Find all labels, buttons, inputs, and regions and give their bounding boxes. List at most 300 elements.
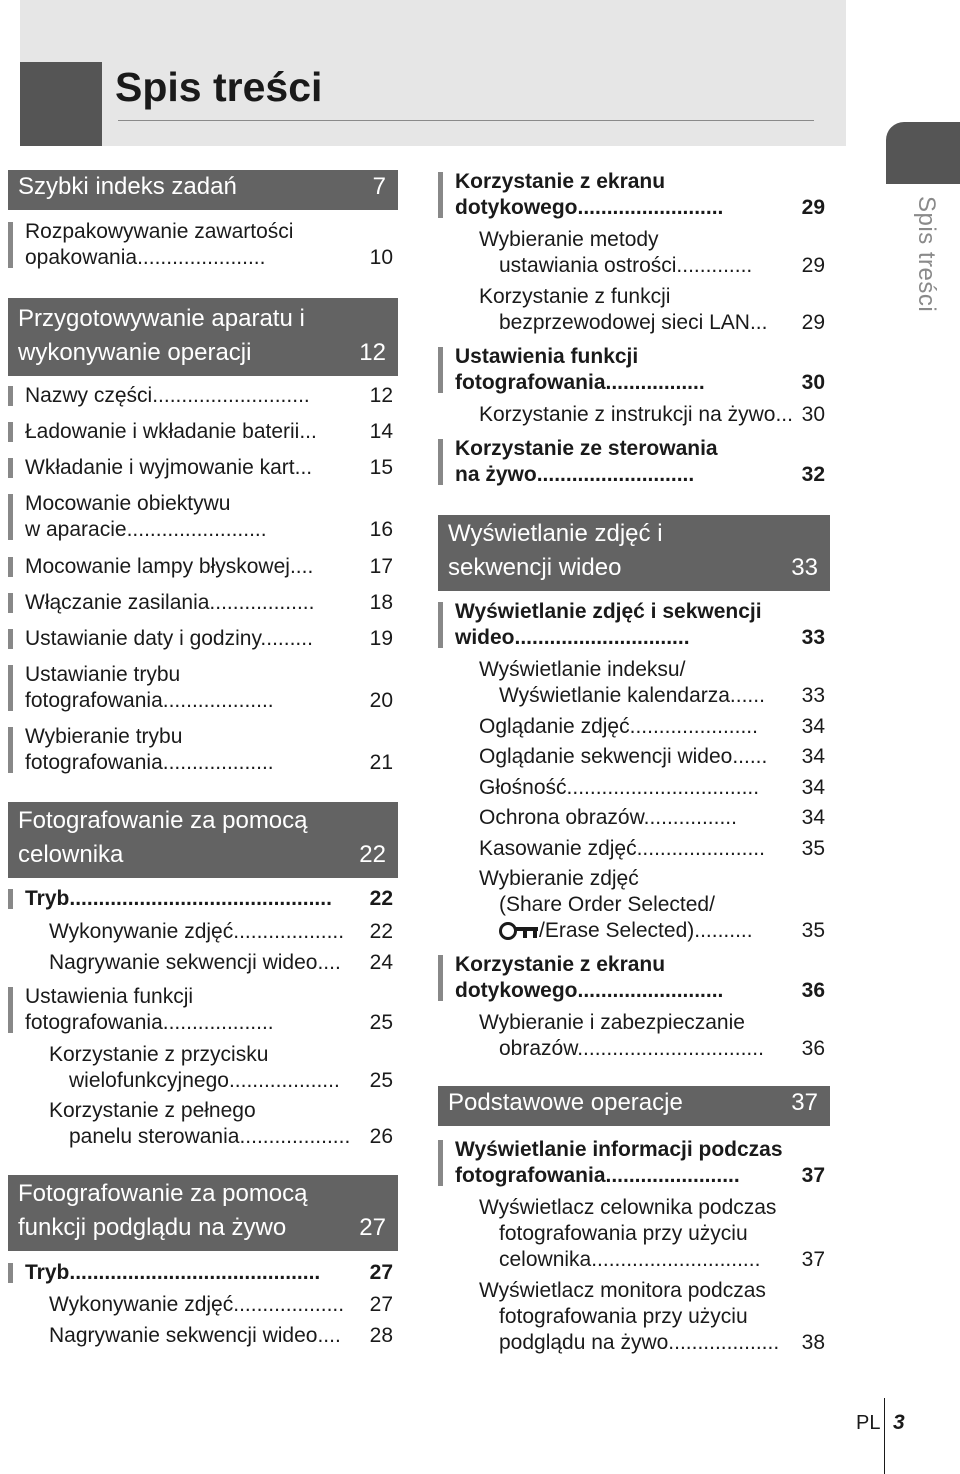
entry-text (25, 626, 398, 652)
entry-line (49, 1068, 398, 1094)
entry-leader-dots: ................... (228, 1069, 340, 1092)
section-header[interactable] (8, 298, 398, 376)
entry-page-number: 35 (801, 837, 825, 860)
entry-text (479, 657, 830, 709)
toc-entry[interactable] (438, 1195, 830, 1273)
entry-line-text: fotografowania przy użyciu (499, 1222, 748, 1245)
entry-line-text: Ustawianie daty i godziny (25, 627, 261, 650)
entry-text (49, 1098, 398, 1150)
entry-line (49, 1292, 398, 1318)
entry-leader-dots: ................ (643, 806, 737, 829)
entry-page-number: 36 (801, 979, 825, 1002)
toc-entry[interactable] (8, 919, 398, 945)
entry-marker-bar (8, 727, 13, 773)
entry-page-number: 30 (801, 371, 825, 394)
entry-text (455, 436, 830, 488)
entry-line-text: opakowania (25, 246, 138, 269)
entry-leader-dots: ...................... (629, 715, 758, 738)
entry-line-text: Wykonywanie zdjęć (49, 1293, 234, 1316)
entry-line (49, 1098, 398, 1124)
entry-leader-dots: .......... (694, 919, 753, 942)
side-tab (886, 122, 960, 184)
section-page-number: 27 (359, 1214, 386, 1241)
entry-line-text: Rozpakowywanie zawartości (25, 220, 294, 243)
toc-entry[interactable] (438, 284, 830, 336)
entry-line-text: obrazów (499, 1037, 578, 1060)
entry-text (479, 805, 830, 831)
entry-page-number: 10 (369, 246, 393, 269)
entry-line-text: Wybieranie metody (479, 228, 659, 251)
entry-page-number: 36 (801, 1037, 825, 1060)
entry-line-text: Tryb (25, 1261, 70, 1284)
entry-text (479, 744, 830, 770)
entry-line (49, 950, 398, 976)
entry-leader-dots: .... (289, 555, 314, 578)
entry-marker-bar (8, 494, 13, 540)
entry-page-number: 12 (369, 384, 393, 407)
entry-line (455, 599, 830, 625)
entry-page-number: 25 (369, 1011, 393, 1034)
entry-line-text: fotografowania (25, 689, 163, 712)
entry-text (479, 836, 830, 862)
entry-line (49, 1042, 398, 1068)
entry-line-text: Ustawienia funkcji (455, 345, 639, 368)
entry-leader-dots: ...................... (636, 837, 765, 860)
entry-line (25, 1260, 398, 1286)
entry-line-text: Wybieranie zdjęć (479, 867, 639, 890)
entry-leader-dots: ........................... (536, 463, 695, 486)
entry-line (479, 227, 830, 253)
section-header[interactable] (438, 515, 830, 591)
entry-page-number: 28 (369, 1324, 393, 1347)
entry-marker-bar (438, 602, 443, 648)
entry-text (49, 1292, 398, 1318)
section-header[interactable] (8, 802, 398, 878)
entry-line-text: Nazwy części (25, 384, 153, 407)
entry-line (455, 370, 830, 396)
toc-entry[interactable] (438, 866, 830, 944)
entry-marker-bar (8, 222, 13, 268)
page-title: Spis treści (115, 64, 323, 110)
entry-page-number: 34 (801, 715, 825, 738)
entry-page-number: 38 (801, 1331, 825, 1354)
entry-page-number: 22 (369, 887, 393, 910)
entry-page-number: 22 (369, 920, 393, 943)
entry-line (25, 724, 398, 750)
toc-entry[interactable] (8, 1098, 398, 1150)
entry-line-text: dotykowego (455, 979, 578, 1002)
entry-line-text: Kasowanie zdjęć (479, 837, 637, 860)
entry-leader-dots: ......................... (577, 196, 724, 219)
entry-leader-dots: ................................ (577, 1037, 764, 1060)
entry-page-number: 21 (369, 751, 393, 774)
toc-entry[interactable] (438, 227, 830, 279)
entry-text (455, 952, 830, 1004)
entry-line (25, 984, 398, 1010)
entry-line-text: Ustawienia funkcji (25, 985, 194, 1008)
entry-line (479, 683, 830, 709)
entry-leader-dots: ............. (676, 254, 753, 277)
entry-text (479, 1278, 830, 1356)
entry-line (479, 805, 830, 831)
entry-line (25, 491, 398, 517)
entry-leader-dots: ............................................. (69, 887, 332, 910)
section-page-number: 22 (359, 841, 386, 868)
entry-line (479, 1330, 830, 1356)
entry-line-text: wideo (455, 626, 515, 649)
entry-marker-bar (438, 172, 443, 218)
title-rule (118, 120, 814, 121)
entry-line (25, 688, 398, 714)
header-tab-block (20, 62, 102, 146)
entry-line (455, 195, 830, 221)
entry-leader-dots: ........................ (126, 518, 267, 541)
entry-text (25, 590, 398, 616)
entry-line (49, 1124, 398, 1150)
toc-entry[interactable] (8, 950, 398, 976)
entry-leader-dots: ............................. (591, 1248, 761, 1271)
entry-text (25, 455, 398, 481)
entry-marker-bar (8, 665, 13, 711)
entry-line (479, 1195, 830, 1221)
entry-line (479, 310, 830, 336)
section-title: Fotografowanie za pomocą funkcji podglądu na żywo (18, 1180, 308, 1241)
entry-line-text: fotografowania (25, 751, 163, 774)
toc-entry[interactable] (438, 1278, 830, 1356)
entry-leader-dots: ................. (605, 371, 705, 394)
entry-leader-dots: ....................... (605, 1164, 740, 1187)
entry-line (479, 284, 830, 310)
toc-entry[interactable] (438, 657, 830, 709)
entry-line (455, 169, 830, 195)
entry-leader-dots: .... (317, 951, 341, 974)
entry-line-text: Wkładanie i wyjmowanie kart (25, 456, 295, 479)
entry-line (455, 625, 830, 651)
entry-marker-bar (8, 889, 13, 909)
toc-entry[interactable] (438, 1010, 830, 1062)
entry-line (479, 892, 830, 918)
entry-line (49, 1323, 398, 1349)
entry-line-text: Korzystanie z ekranu (455, 953, 666, 976)
entry-text (25, 724, 398, 776)
entry-text (455, 344, 830, 396)
entry-line (25, 383, 398, 409)
entry-text (25, 886, 398, 912)
entry-text (25, 662, 398, 714)
entry-marker-bar (438, 439, 443, 485)
entry-line-text: Korzystanie z funkcji (479, 285, 671, 308)
entry-line-text: Nagrywanie sekwencji wideo (49, 1324, 318, 1347)
section-header[interactable] (8, 170, 398, 210)
entry-text (479, 284, 830, 336)
entry-marker-bar (8, 1263, 13, 1283)
entry-line (479, 836, 830, 862)
entry-page-number: 34 (801, 745, 825, 768)
entry-leader-dots: ... (294, 456, 313, 479)
entry-page-number: 29 (801, 311, 825, 334)
entry-line-text: bezprzewodowej sieci LAN (499, 311, 750, 334)
entry-line-text: fotografowania (455, 371, 606, 394)
entry-line (479, 402, 830, 428)
entry-line-text: celownika (499, 1248, 592, 1271)
entry-line (455, 344, 830, 370)
footer-page-number: 3 (893, 1411, 905, 1434)
entry-line (25, 419, 398, 445)
entry-page-number: 20 (369, 689, 393, 712)
entry-line-text: Wykonywanie zdjęć (49, 920, 234, 943)
toc-entry[interactable] (8, 1323, 398, 1349)
toc-entry[interactable] (8, 491, 398, 543)
entry-line (25, 626, 398, 652)
entry-line-text: panelu sterowania (69, 1125, 240, 1148)
entry-page-number: 14 (369, 420, 393, 443)
section-title: Szybki indeks zadań (18, 173, 237, 200)
entry-leader-dots: ......... (260, 627, 313, 650)
entry-leader-dots: ................................. (566, 776, 760, 799)
entry-leader-dots: .................. (209, 591, 315, 614)
entry-line (25, 517, 398, 543)
entry-line-text: na żywo (455, 463, 537, 486)
entry-text (25, 419, 398, 445)
entry-line-text: Korzystanie z pełnego (49, 1099, 256, 1122)
footer-rule (884, 1398, 885, 1474)
entry-line (25, 662, 398, 688)
entry-line-text: Głośność (479, 776, 567, 799)
entry-line-text: Mocowanie lampy błyskowej (25, 555, 290, 578)
entry-line (479, 1278, 830, 1304)
entry-leader-dots: ... (299, 420, 317, 443)
entry-line (479, 1304, 830, 1330)
entry-page-number: 15 (369, 456, 393, 479)
entry-line (25, 750, 398, 776)
entry-text (49, 1042, 398, 1094)
entry-line-text: fotografowania (455, 1164, 606, 1187)
entry-marker-bar (8, 629, 13, 649)
entry-leader-dots: ........................... (152, 384, 310, 407)
entry-line-text: Korzystanie z instrukcji na żywo (479, 403, 776, 426)
entry-leader-dots: ...... (732, 745, 768, 768)
section-header[interactable] (438, 1086, 830, 1126)
entry-text (25, 554, 398, 580)
entry-line (479, 918, 830, 944)
entry-text (479, 866, 830, 944)
entry-line-text: (Share Order Selected/ (499, 893, 715, 916)
entry-leader-dots: ........................................... (69, 1261, 321, 1284)
entry-text (455, 1137, 830, 1189)
entry-line-text: Ustawianie trybu (25, 663, 181, 686)
entry-page-number: 17 (369, 555, 393, 578)
protect-key-icon (499, 921, 539, 939)
entry-line-text: Wyświetlacz monitora podczas (479, 1279, 766, 1302)
toc-entry[interactable] (438, 344, 830, 396)
entry-page-number: 33 (801, 626, 825, 649)
section-page-number: 12 (359, 339, 386, 366)
toc-entry[interactable] (8, 554, 398, 580)
entry-line-text: Mocowanie obiektywu (25, 492, 231, 515)
entry-line-text: /Erase Selected) (539, 919, 695, 942)
entry-text (455, 599, 830, 651)
section-page-number: 7 (372, 173, 386, 200)
entry-line-text: podglądu na żywo (499, 1331, 669, 1354)
entry-line (479, 1010, 830, 1036)
section-title: Przygotowywanie aparatu i wykonywanie operacji (18, 305, 305, 366)
entry-marker-bar (8, 422, 13, 442)
entry-page-number: 32 (801, 463, 825, 486)
entry-text (479, 1010, 830, 1062)
entry-leader-dots: .... (317, 1324, 341, 1347)
entry-line-text: Korzystanie ze sterowania (455, 437, 718, 460)
entry-line-text: Ładowanie i wkładanie baterii (25, 420, 300, 443)
entry-page-number: 29 (801, 254, 825, 277)
entry-text (25, 219, 398, 271)
entry-page-number: 27 (369, 1261, 393, 1284)
entry-marker-bar (438, 1140, 443, 1186)
entry-leader-dots: ................... (233, 920, 345, 943)
toc-entry[interactable] (438, 775, 830, 801)
entry-page-number: 37 (801, 1164, 825, 1187)
entry-line (479, 657, 830, 683)
entry-marker-bar (8, 557, 13, 577)
section-page-number: 33 (791, 554, 818, 581)
entry-line-text: Tryb (25, 887, 70, 910)
entry-page-number: 16 (369, 518, 393, 541)
toc-entry[interactable] (438, 744, 830, 770)
entry-line-text: Oglądanie zdjęć (479, 715, 630, 738)
entry-leader-dots: ................... (668, 1331, 780, 1354)
entry-leader-dots: ... (775, 403, 793, 426)
entry-page-number: 30 (801, 403, 825, 426)
entry-page-number: 33 (801, 684, 825, 707)
entry-page-number: 18 (369, 591, 393, 614)
entry-line (479, 1036, 830, 1062)
entry-line (479, 714, 830, 740)
entry-text (455, 169, 830, 221)
section-title: Wyświetlanie zdjęć i sekwencji wideo (448, 520, 663, 581)
entry-text (25, 984, 398, 1036)
toc-entry[interactable] (8, 590, 398, 616)
toc-entry[interactable] (438, 402, 830, 428)
entry-leader-dots: ...................... (137, 246, 266, 269)
entry-line (25, 219, 398, 245)
toc-entry[interactable] (438, 1137, 830, 1189)
entry-marker-bar (8, 458, 13, 478)
toc-entry[interactable] (8, 984, 398, 1036)
entry-page-number: 27 (369, 1293, 393, 1316)
toc-entry[interactable] (8, 1292, 398, 1318)
toc-entry[interactable] (8, 886, 398, 912)
entry-page-number: 34 (801, 776, 825, 799)
entry-text (479, 714, 830, 740)
toc-entry[interactable] (438, 436, 830, 488)
entry-line (25, 1010, 398, 1036)
entry-line (455, 436, 830, 462)
toc-entry[interactable] (8, 724, 398, 776)
entry-line (25, 455, 398, 481)
toc-entry[interactable] (8, 1042, 398, 1094)
toc-entry[interactable] (8, 626, 398, 652)
entry-leader-dots: ................... (233, 1293, 345, 1316)
entry-line (25, 245, 398, 271)
toc-entry[interactable] (438, 952, 830, 1004)
entry-line-text: w aparacie (25, 518, 127, 541)
entry-line-text: Ochrona obrazów (479, 806, 644, 829)
entry-line-text: fotografowania (25, 1011, 163, 1034)
entry-line (25, 886, 398, 912)
entry-line (25, 554, 398, 580)
entry-line-text: Wyświetlanie indeksu/ (479, 658, 686, 681)
entry-line (25, 590, 398, 616)
section-page-number: 37 (791, 1089, 818, 1116)
entry-page-number: 29 (801, 196, 825, 219)
entry-line (479, 866, 830, 892)
toc-entry[interactable] (8, 419, 398, 445)
entry-marker-bar (438, 955, 443, 1001)
entry-text (479, 775, 830, 801)
entry-line (455, 952, 830, 978)
entry-line-text: Nagrywanie sekwencji wideo (49, 951, 318, 974)
entry-text (49, 919, 398, 945)
entry-leader-dots: ...... (729, 684, 765, 707)
entry-line (479, 1247, 830, 1273)
entry-line (455, 1163, 830, 1189)
toc-entry[interactable] (438, 714, 830, 740)
entry-line (479, 253, 830, 279)
footer-language: PL (856, 1412, 881, 1434)
entry-line (455, 462, 830, 488)
toc-entry[interactable] (438, 599, 830, 651)
section-header[interactable] (8, 1175, 398, 1251)
entry-text (25, 1260, 398, 1286)
entry-line-text: Korzystanie z ekranu (455, 170, 666, 193)
entry-leader-dots: ................... (162, 751, 274, 774)
entry-line-text: dotykowego (455, 196, 578, 219)
entry-leader-dots: .............................. (514, 626, 690, 649)
entry-line (455, 1137, 830, 1163)
entry-page-number: 24 (369, 951, 393, 974)
entry-page-number: 37 (801, 1248, 825, 1271)
entry-line-text: Korzystanie z przycisku (49, 1043, 269, 1066)
entry-text (479, 227, 830, 279)
toc-entry[interactable] (438, 169, 830, 221)
entry-line-text: Wyświetlanie kalendarza (499, 684, 730, 707)
entry-line (49, 919, 398, 945)
entry-page-number: 26 (369, 1125, 393, 1148)
entry-page-number: 35 (801, 919, 825, 942)
toc-entry[interactable] (8, 219, 398, 271)
toc-entry[interactable] (8, 662, 398, 714)
entry-line-text: Wybieranie trybu (25, 725, 183, 748)
toc-entry[interactable] (438, 805, 830, 831)
entry-line-text: ustawiania ostrości (499, 254, 677, 277)
toc-entry[interactable] (8, 455, 398, 481)
section-title: Fotografowanie za pomocą celownika (18, 807, 308, 868)
entry-line (455, 978, 830, 1004)
entry-marker-bar (8, 386, 13, 406)
entry-line-text: Wyświetlanie informacji podczas (455, 1138, 783, 1161)
entry-marker-bar (8, 987, 13, 1033)
entry-line (479, 775, 830, 801)
toc-entry[interactable] (438, 836, 830, 862)
toc-entry[interactable] (8, 383, 398, 409)
entry-marker-bar (8, 593, 13, 613)
entry-leader-dots: ................... (162, 1011, 274, 1034)
entry-line (479, 1221, 830, 1247)
toc-entry[interactable] (8, 1260, 398, 1286)
side-tab-label: Spis treści (913, 196, 940, 313)
entry-text (49, 950, 398, 976)
entry-text (49, 1323, 398, 1349)
entry-line-text: Wybieranie i zabezpieczanie (479, 1011, 745, 1034)
